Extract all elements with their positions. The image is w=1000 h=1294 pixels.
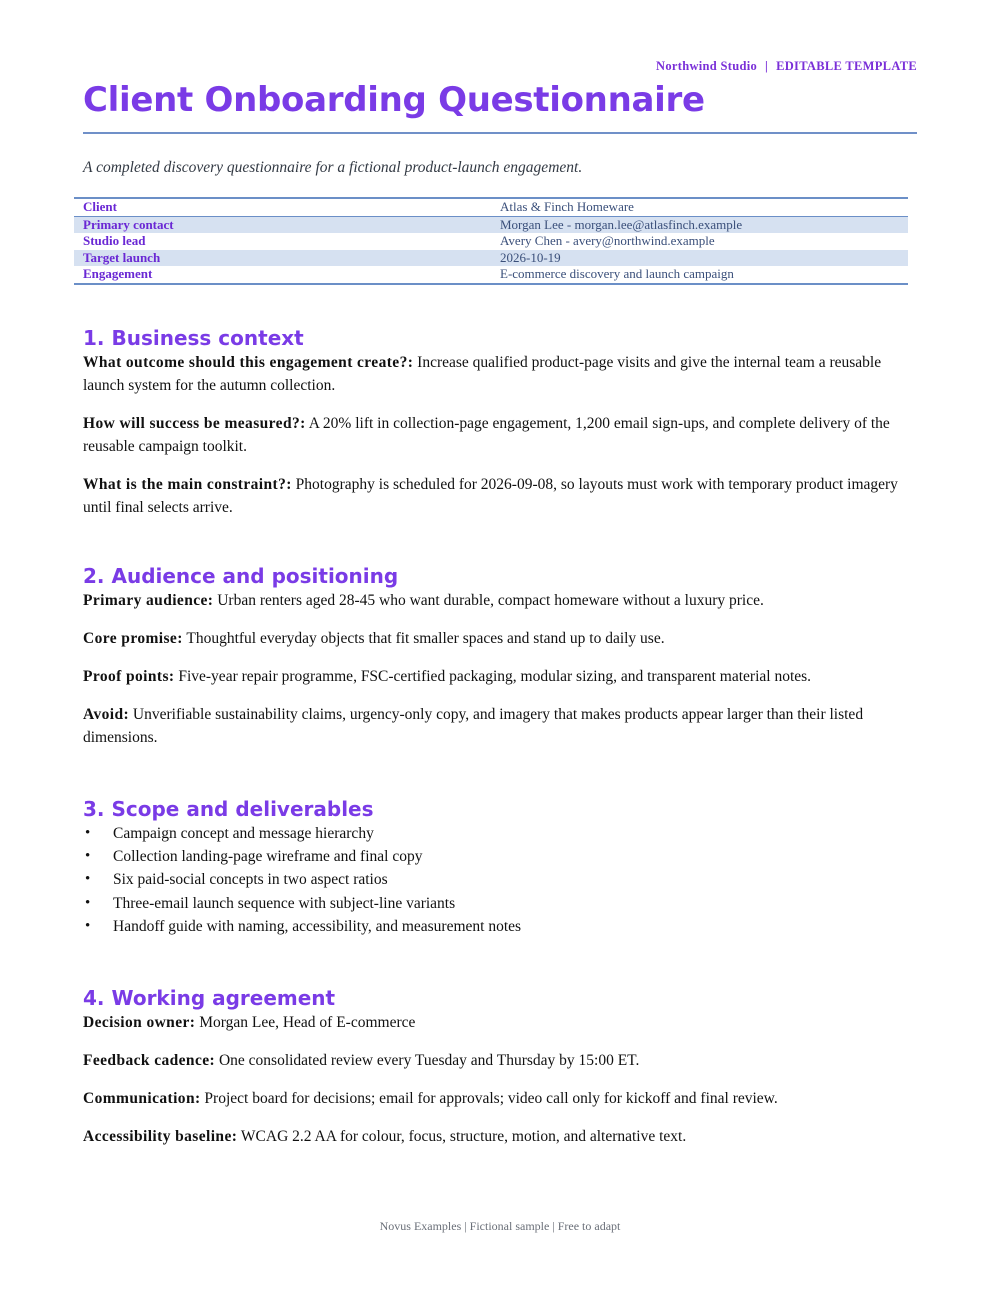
question-label: Feedback cadence: — [83, 1052, 216, 1069]
question-constraint — [83, 473, 917, 519]
client-value: Atlas & Finch Homeware — [491, 198, 908, 216]
list-item: • Handoff guide with naming, accessibility, and measurement notes — [83, 915, 917, 938]
question-label: Proof points: — [83, 668, 175, 685]
template-tag: EDITABLE TEMPLATE — [776, 59, 917, 73]
table-row — [74, 266, 908, 284]
document-header — [656, 59, 917, 74]
answer-text: One consolidated review every Tuesday and Thursday by 15:00 ET. — [218, 1052, 640, 1069]
client-label: Client — [74, 198, 491, 216]
section-heading: 4. Working agreement — [83, 986, 336, 1010]
answer-text: Morgan Lee, Head of E-commerce — [199, 1014, 416, 1031]
deliverables-list — [83, 822, 917, 938]
engagement-label: Engagement — [83, 266, 153, 282]
answer-text: Project board for decisions; email for approvals; video call only for kickoff and final review. — [204, 1090, 778, 1107]
answer-text: A 20% lift in collection-page engagement, 1,200 email sign-ups, and complete delivery of the reusable campaign toolkit. — [83, 415, 890, 455]
list-item: • Campaign concept and message hierarchy — [83, 822, 917, 845]
question-accessibility — [83, 1125, 917, 1148]
answer-text: Thoughtful everyday objects that fit smaller spaces and stand up to daily use. — [186, 630, 665, 647]
section-scope-deliverables — [83, 796, 917, 938]
table-row — [74, 233, 908, 250]
studio-name: Northwind Studio — [656, 59, 758, 73]
question-proof-points — [83, 665, 917, 688]
list-item: • Six paid-social concepts in two aspect ratios — [83, 868, 917, 891]
answer-text: WCAG 2.2 AA for colour, focus, structure, motion, and alternative text. — [240, 1128, 687, 1145]
question-feedback-cadence — [83, 1049, 917, 1072]
primary-contact-value: Morgan Lee - morgan.lee@atlasfinch.example — [491, 216, 908, 233]
question-decision-owner — [83, 1011, 917, 1034]
target-launch-label: Target launch — [74, 250, 491, 267]
engagement-value: E-commerce discovery and launch campaign — [500, 266, 734, 282]
section-business-context — [83, 325, 917, 519]
question-promise — [83, 627, 917, 650]
primary-contact-label: Primary contact — [74, 216, 491, 233]
section-heading: 1. Business context — [83, 326, 304, 350]
question-avoid — [83, 703, 917, 749]
document-footer: Novus Examples | Fictional sample | Free to adapt — [379, 1219, 621, 1233]
studio-lead-label: Studio lead — [83, 233, 146, 249]
question-label: Primary audience: — [83, 592, 214, 609]
question-label: How will success be measured?: — [83, 415, 306, 432]
section-audience-positioning — [83, 563, 917, 749]
title-divider — [83, 132, 917, 134]
question-label: What is the main constraint?: — [83, 476, 292, 493]
table-row — [74, 198, 908, 216]
question-label: Communication: — [83, 1090, 201, 1107]
question-communication — [83, 1087, 917, 1110]
list-item: • Collection landing-page wireframe and final copy — [83, 845, 917, 868]
engagement-details-table — [74, 197, 908, 285]
answer-text: Five-year repair programme, FSC-certified packaging, modular sizing, and transparent material notes. — [178, 668, 812, 685]
document-subtitle: A completed discovery questionnaire for a fictional product-launch engagement. — [83, 159, 583, 176]
answer-text: Photography is scheduled for 2026-09-08, so layouts must work with temporary product imagery until final selects arrive. — [83, 476, 898, 516]
question-success — [83, 412, 917, 458]
answer-text: Urban renters aged 28-45 who want durable, compact homeware without a luxury price. — [217, 592, 764, 609]
answer-text: Increase qualified product-page visits and give the internal team a reusable launch system for the autumn collection. — [83, 354, 882, 394]
section-heading: 2. Audience and positioning — [83, 564, 399, 588]
table-row — [74, 250, 908, 267]
question-label: Core promise: — [83, 630, 183, 647]
section-working-agreement — [83, 985, 917, 1148]
list-item: • Three-email launch sequence with subject-line variants — [83, 892, 917, 915]
target-launch-value: 2026-10-19 — [491, 250, 908, 267]
question-label: Decision owner: — [83, 1014, 196, 1031]
question-label: Avoid: — [83, 706, 130, 723]
answer-text: Unverifiable sustainability claims, urgency-only copy, and imagery that makes products appear larger than their listed dimensions. — [83, 706, 864, 746]
document-title: Client Onboarding Questionnaire — [83, 80, 705, 120]
table-row — [74, 216, 908, 233]
section-heading: 3. Scope and deliverables — [83, 797, 374, 821]
studio-lead-value: Avery Chen - avery@northwind.example — [500, 233, 715, 249]
question-outcome — [83, 351, 917, 397]
question-label: What outcome should this engagement create?: — [83, 354, 414, 371]
question-audience — [83, 589, 917, 612]
header-separator: | — [765, 59, 769, 73]
question-label: Accessibility baseline: — [83, 1128, 238, 1145]
